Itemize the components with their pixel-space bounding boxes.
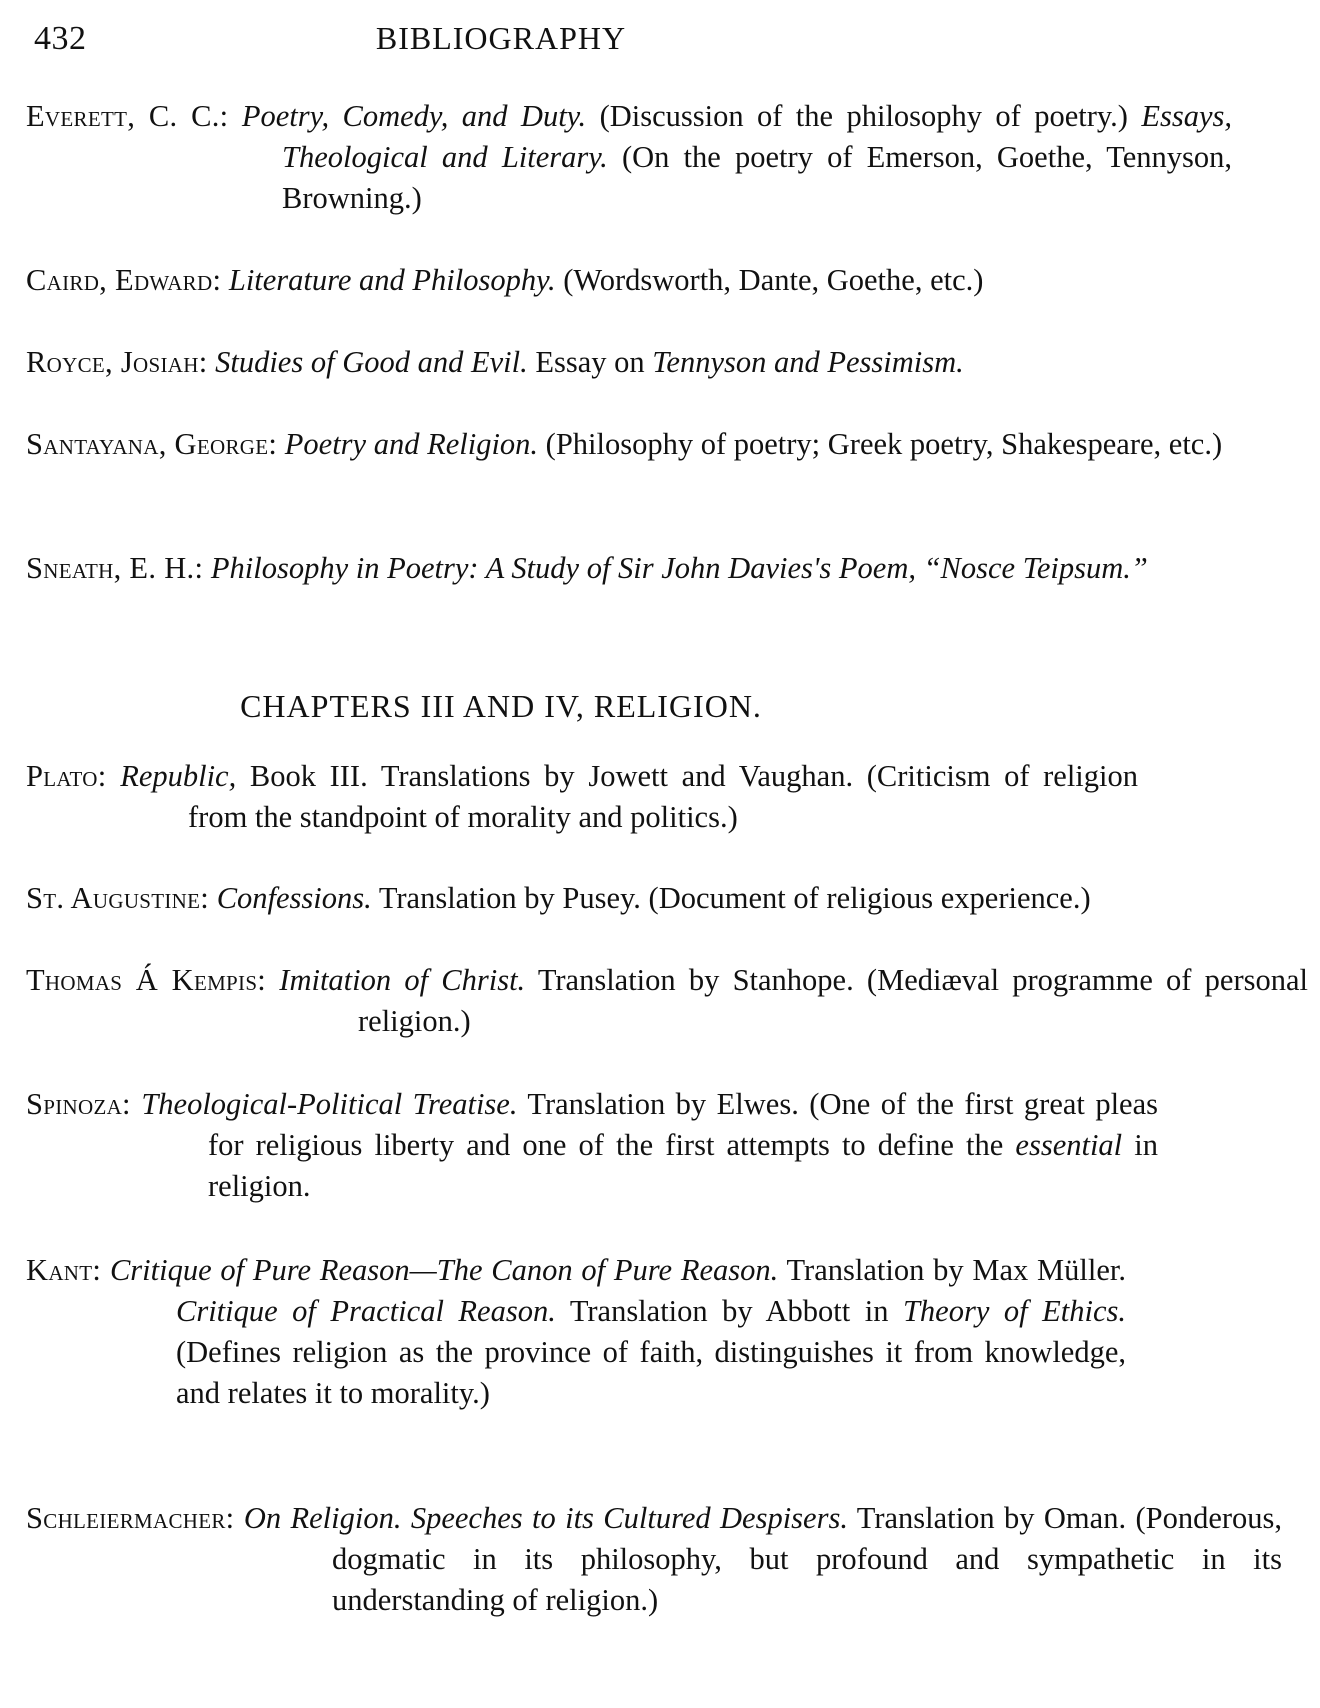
work-title: Tennyson and Pessimism. <box>652 345 964 379</box>
work-title: Confessions. <box>216 881 372 915</box>
chapter-heading: CHAPTERS III AND IV, RELIGION. <box>240 688 762 724</box>
bib-entry-kempis <box>26 960 1308 1042</box>
work-title: Theological-Political Treatise. <box>141 1087 518 1121</box>
bib-entry-schleiermacher <box>26 1498 1282 1621</box>
entry-note: (On the poetry of Emerson, Goethe, Tennyson, Browning.) <box>282 140 1233 215</box>
bib-entry-plato <box>26 756 1138 838</box>
bib-entry-caird <box>26 260 1261 301</box>
work-title: Essays, Theological and Literary. <box>282 99 1233 174</box>
entry-note: (Discussion of the philosophy of poetry.) <box>599 99 1128 133</box>
entry-note: Translation by Elwes. (One of the first great pleas for religious liberty and one of the first attempts to define the <box>208 1087 1159 1162</box>
entry-author: Spinoza: <box>26 1087 131 1121</box>
entry-author: Kant: <box>26 1253 102 1287</box>
work-title: Poetry and Religion. <box>284 427 539 461</box>
bib-entry-spinoza <box>26 1084 1158 1207</box>
work-title: On Religion. Speeches to its Cultured Despisers. <box>243 1501 848 1535</box>
entry-author: Sneath, E. H.: <box>26 551 204 585</box>
work-title: Literature and Philosophy. <box>228 263 556 297</box>
entry-note: (Wordsworth, Dante, Goethe, etc.) <box>563 263 984 297</box>
entry-author: Thomas Á Kempis: <box>26 963 267 997</box>
bib-entry-santayana <box>26 424 1320 465</box>
bib-entry-kant <box>26 1250 1126 1414</box>
work-title: essential <box>1015 1128 1123 1162</box>
entry-note: Translation by Abbott in <box>569 1294 889 1328</box>
entry-author: Schleiermacher: <box>26 1501 235 1535</box>
entry-author: Royce, Josiah: <box>26 345 208 379</box>
page-number: 432 <box>34 20 87 57</box>
entry-author: Plato: <box>26 759 107 793</box>
work-title: Philosophy in Poetry: A Study of Sir John Davies's Poem, “Nosce Teipsum.” <box>210 551 1148 585</box>
entry-author: St. Augustine: <box>26 881 210 915</box>
entry-note: Essay on <box>535 345 645 379</box>
entry-note: in religion. <box>208 1128 1158 1203</box>
work-title: Studies of Good and Evil. <box>215 345 528 379</box>
bib-entry-augustine <box>26 878 1242 919</box>
entry-note: (Defines religion as the province of faith, distinguishes it from knowledge, and relates it to morality.) <box>176 1335 1126 1410</box>
entry-note: Translation by Pusey. (Document of religious experience.) <box>378 881 1091 915</box>
work-title: Republic, <box>120 759 237 793</box>
page-header <box>26 14 976 64</box>
entry-note: Book III. Translations by Jowett and Vaughan. (Criticism of religion from the standpoint of morality and politics.) <box>188 759 1138 834</box>
entry-note: Translation by Stanhope. (Mediæval programme of personal religion.) <box>358 963 1308 1038</box>
work-title: Poetry, Comedy, and Duty. <box>241 99 587 133</box>
work-title: Imitation of Christ. <box>279 963 526 997</box>
work-title: Critique of Pure Reason—The Canon of Pure Reason. <box>109 1253 779 1287</box>
work-title: Theory of Ethics. <box>902 1294 1126 1328</box>
entry-note: (Philosophy of poetry; Greek poetry, Shakespeare, etc.) <box>545 427 1223 461</box>
entry-author: Santayana, George: <box>26 427 278 461</box>
work-title: Critique of Practical Reason. <box>176 1294 556 1328</box>
bib-entry-everett <box>26 96 1232 219</box>
running-head: BIBLIOGRAPHY <box>375 20 627 56</box>
entry-note: Translation by Max Müller. <box>786 1253 1127 1287</box>
entry-author: Caird, Edward: <box>26 263 222 297</box>
entry-note: Translation by Oman. (Ponderous, dogmatic in its philosophy, but profound and sympathetic in its understanding of religion.) <box>332 1501 1283 1617</box>
bib-entry-royce <box>26 342 1244 383</box>
bib-entry-sneath <box>26 548 1244 589</box>
entry-author: Everett, C. C.: <box>26 99 229 133</box>
